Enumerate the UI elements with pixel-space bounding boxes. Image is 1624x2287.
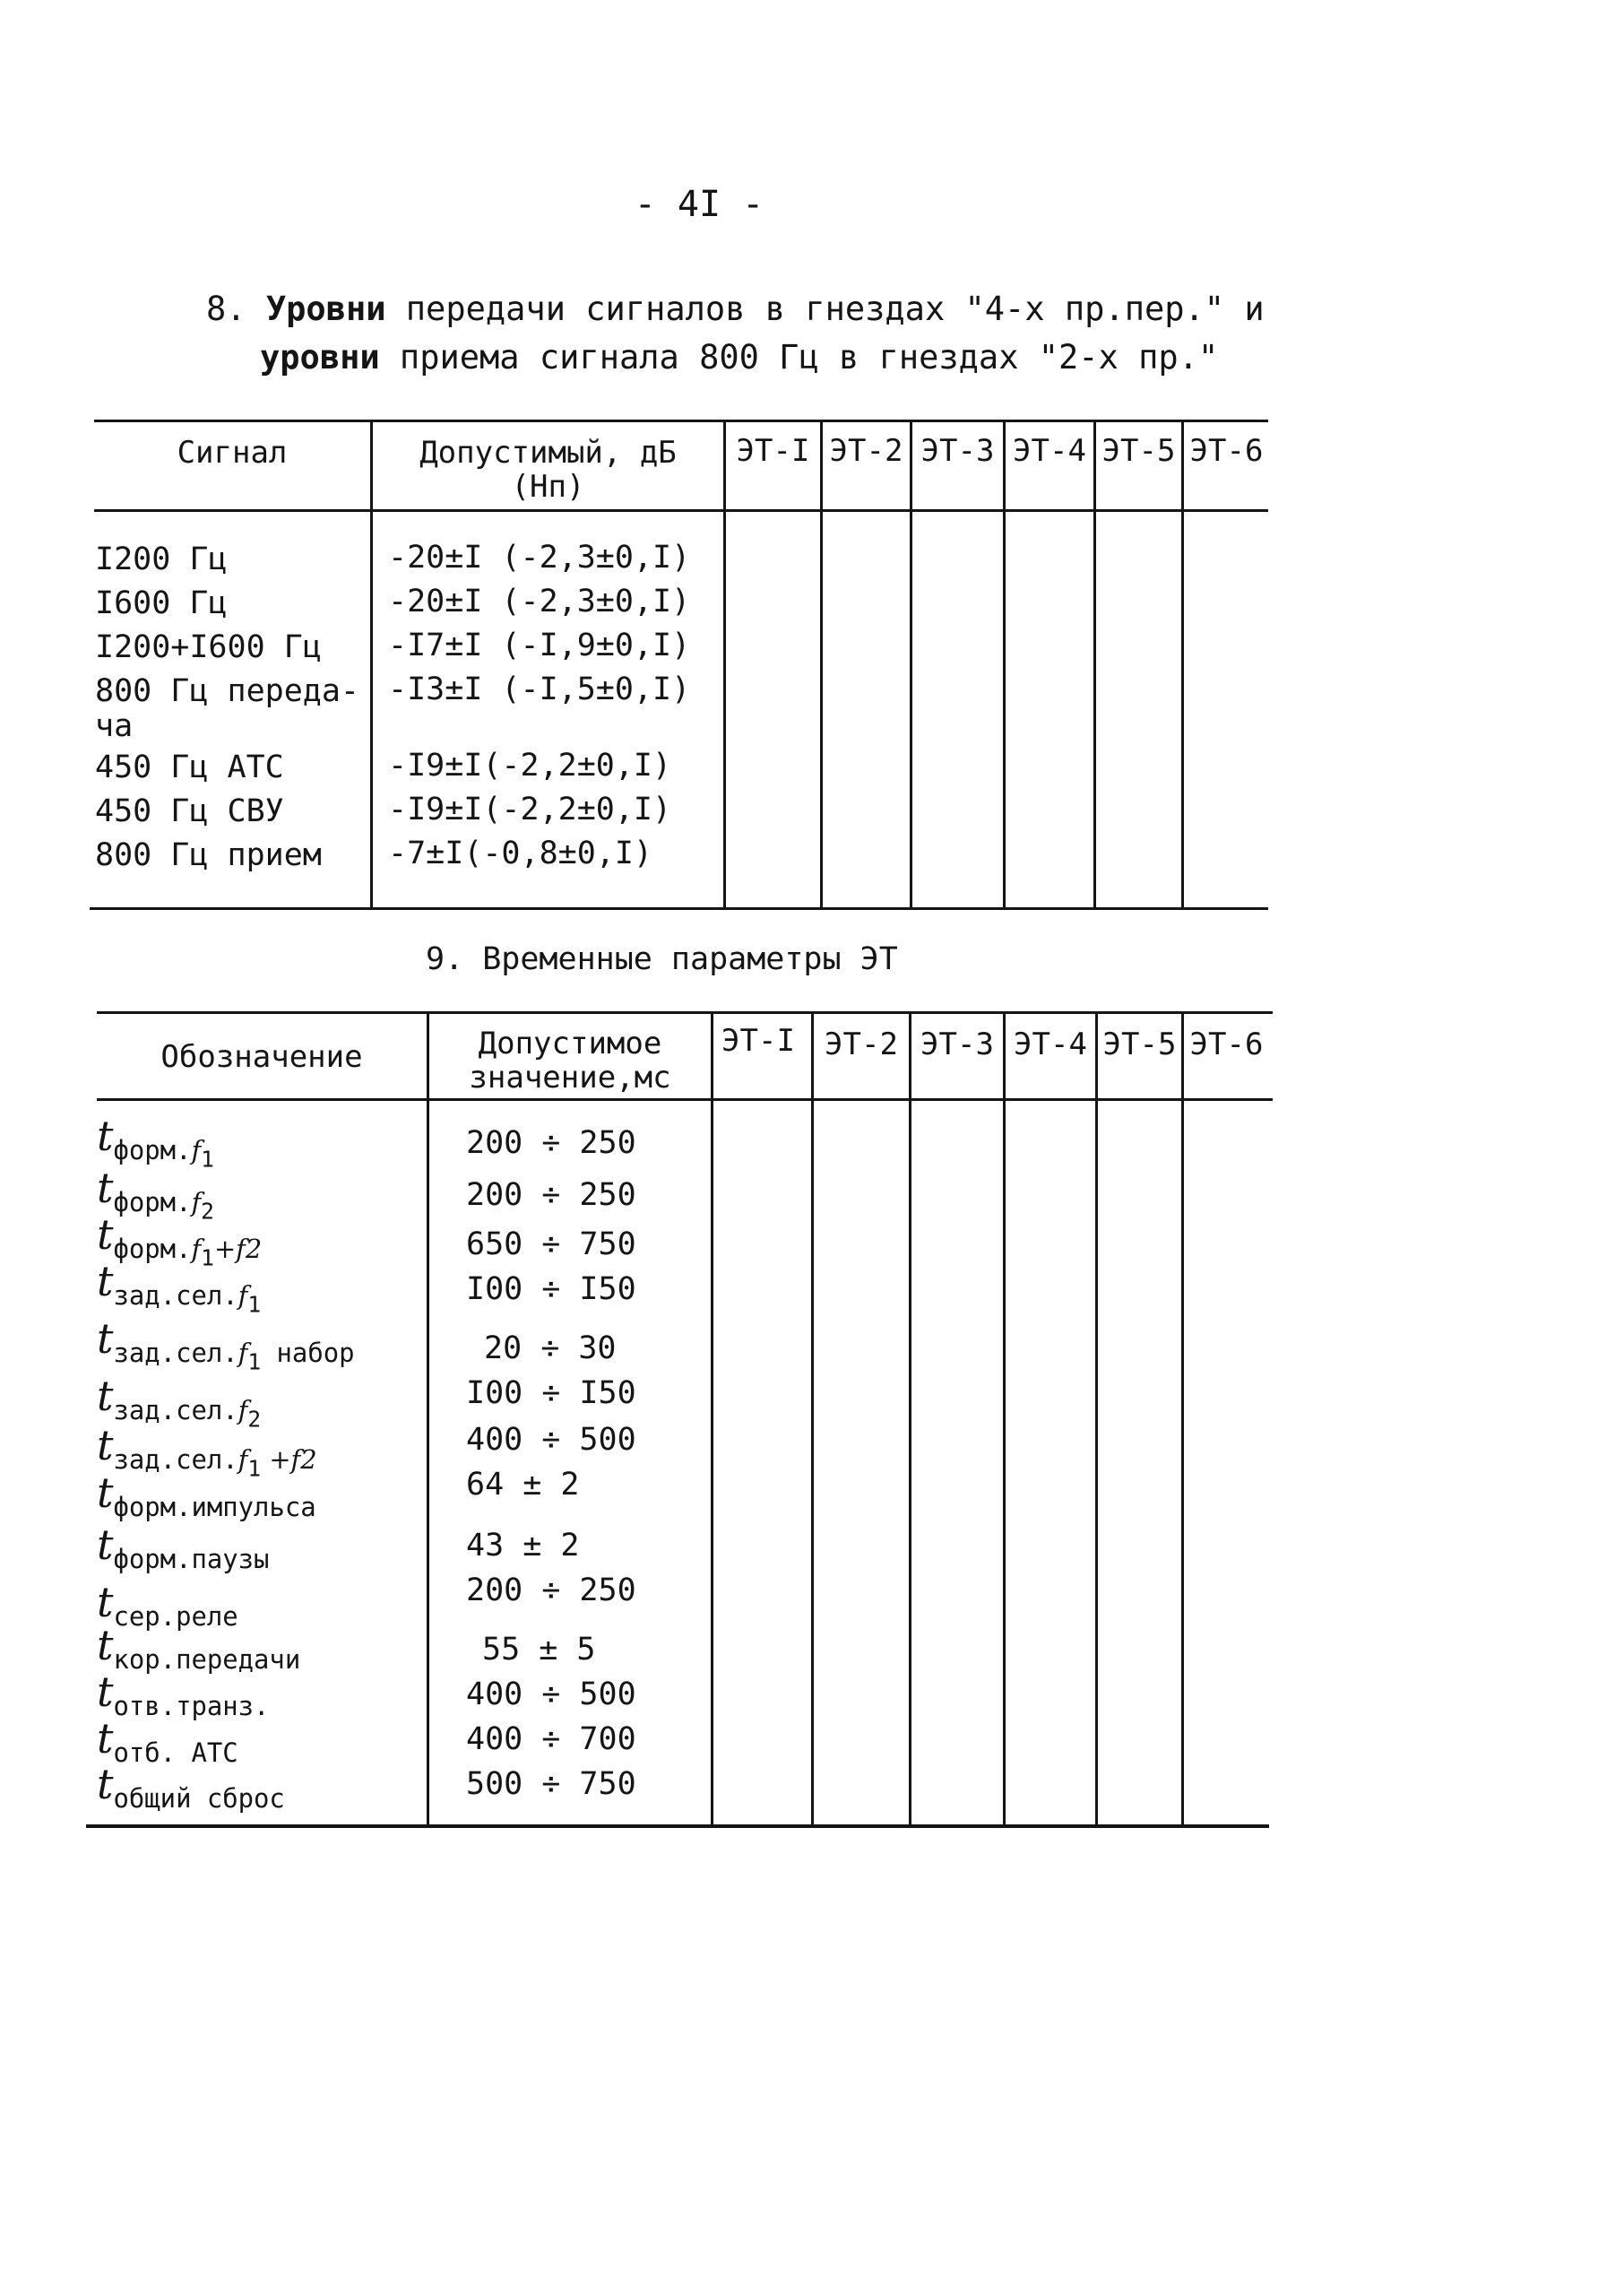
table1-header-et6: ЭТ-6 bbox=[1189, 433, 1264, 469]
param-value: 20 ÷ 30 bbox=[484, 1330, 617, 1366]
table1-header-et3: ЭТ-3 bbox=[920, 433, 995, 469]
table2-col-rule bbox=[1181, 1013, 1184, 1825]
param-row bbox=[97, 1621, 301, 1676]
t-symbol: t bbox=[97, 1164, 114, 1212]
table1-value: -I9±I(-2,2±0,I) bbox=[388, 792, 672, 827]
table1-signal-cont: ча bbox=[95, 708, 134, 744]
table1-value: -I7±I (-I,9±0,I) bbox=[388, 628, 691, 663]
table1-header-signal: Сигнал bbox=[177, 435, 288, 471]
f-index: 1 bbox=[201, 1244, 214, 1271]
param-row bbox=[97, 1164, 214, 1225]
f-symbol: f bbox=[238, 1280, 248, 1312]
param-row bbox=[97, 1668, 270, 1722]
table1-signal: I200+I600 Гц bbox=[95, 629, 322, 665]
param-value: 650 ÷ 750 bbox=[466, 1226, 636, 1262]
page-number: - 4I - bbox=[634, 184, 764, 225]
table1-header-rule bbox=[94, 509, 1268, 512]
param-value: 55 ± 5 bbox=[482, 1632, 596, 1668]
table1-value: -I9±I(-2,2±0,I) bbox=[388, 748, 672, 784]
table1-col-rule bbox=[1093, 421, 1096, 908]
param-row bbox=[97, 1520, 270, 1575]
param-tail: +f2 bbox=[261, 1444, 317, 1476]
f-symbol: f bbox=[191, 1135, 202, 1166]
table1-signal: 450 Гц СВУ bbox=[95, 793, 284, 829]
t-symbol: t bbox=[97, 1714, 114, 1763]
table1-col-rule bbox=[910, 421, 912, 908]
table2-header-allowed bbox=[429, 1027, 711, 1095]
param-sub: общий сброс bbox=[113, 1783, 285, 1815]
table1-col-rule bbox=[1181, 421, 1184, 908]
f-symbol: f bbox=[191, 1187, 202, 1218]
param-value: 200 ÷ 250 bbox=[466, 1125, 636, 1161]
table1-header-allowed bbox=[373, 436, 723, 504]
f-index: 1 bbox=[247, 1455, 262, 1482]
table2-col-rule bbox=[909, 1013, 911, 1825]
param-sub: форм. bbox=[113, 1135, 192, 1166]
table1-value: -I3±I (-I,5±0,I) bbox=[388, 671, 691, 707]
t-symbol: t bbox=[97, 1257, 114, 1305]
t-symbol: t bbox=[97, 1578, 114, 1626]
section8-title bbox=[206, 285, 1265, 382]
table2-header-allowed-line1: Допустимое bbox=[478, 1026, 662, 1061]
f-index: 2 bbox=[247, 1406, 262, 1433]
param-value: I00 ÷ I50 bbox=[466, 1375, 636, 1411]
param-sub: зад.сел. bbox=[113, 1338, 238, 1369]
param-sub: отв.транз. bbox=[113, 1691, 270, 1722]
table1-signal: 800 Гц прием bbox=[95, 837, 322, 873]
table2-col-rule bbox=[1003, 1013, 1006, 1825]
table2-header-et1: ЭТ-I bbox=[721, 1023, 795, 1059]
param-value: 500 ÷ 750 bbox=[466, 1766, 636, 1802]
param-value: 400 ÷ 700 bbox=[466, 1721, 636, 1757]
table1-header-et5: ЭТ-5 bbox=[1101, 433, 1176, 469]
table2-header-et5: ЭТ-5 bbox=[1102, 1027, 1177, 1062]
section8-line2-prefix: уровни bbox=[260, 338, 380, 377]
f-symbol: f bbox=[238, 1338, 248, 1369]
param-value: 400 ÷ 500 bbox=[466, 1676, 636, 1712]
param-sub: форм. bbox=[113, 1234, 192, 1265]
table1-header-allowed-line1: Допустимый, дБ bbox=[419, 435, 677, 471]
t-symbol: t bbox=[97, 1372, 114, 1420]
table1-signal: I600 Гц bbox=[95, 585, 228, 621]
param-tail: +f2 bbox=[213, 1234, 263, 1265]
f-symbol: f bbox=[238, 1395, 248, 1426]
param-row bbox=[97, 1210, 263, 1271]
table2-header-designation: Обозначение bbox=[160, 1039, 363, 1075]
f-index: 2 bbox=[201, 1198, 214, 1225]
param-row bbox=[97, 1372, 262, 1433]
param-value: 400 ÷ 500 bbox=[466, 1422, 636, 1458]
table1-col-rule bbox=[820, 421, 823, 908]
param-row bbox=[97, 1421, 317, 1482]
table2-col-rule bbox=[1095, 1013, 1098, 1825]
f-symbol: f bbox=[238, 1444, 248, 1476]
param-sub: зад.сел. bbox=[113, 1444, 238, 1476]
table1-header-et1: ЭТ-I bbox=[736, 433, 810, 469]
section8-line1-rest: передачи сигналов в гнездах "4-х пр.пер." и bbox=[385, 290, 1265, 328]
table2-col-rule bbox=[811, 1013, 814, 1825]
t-symbol: t bbox=[97, 1112, 114, 1160]
table2-col-rule bbox=[711, 1013, 713, 1825]
param-row bbox=[97, 1714, 238, 1769]
table1-col-rule bbox=[723, 421, 726, 908]
section8-line1-prefix: Уровни bbox=[265, 290, 386, 328]
section8-line2-rest: приема сигнала 800 Гц в гнездах "2-х пр." bbox=[379, 338, 1219, 377]
t-symbol: t bbox=[97, 1210, 114, 1259]
table2-col-rule bbox=[427, 1013, 429, 1825]
f-index: 1 bbox=[201, 1146, 214, 1173]
table1-header-et2: ЭТ-2 bbox=[829, 433, 903, 469]
param-value: 200 ÷ 250 bbox=[466, 1572, 636, 1608]
section8-number: 8. bbox=[206, 290, 246, 328]
table2-header-et3: ЭТ-3 bbox=[920, 1027, 994, 1062]
table1-value: -20±I (-2,3±0,I) bbox=[388, 540, 691, 576]
table2-header-allowed-line2: значение,мс bbox=[469, 1060, 671, 1096]
table2-header-et4: ЭТ-4 bbox=[1014, 1027, 1087, 1062]
param-row bbox=[97, 1578, 238, 1633]
section9-title: 9. Временные параметры ЭТ bbox=[426, 941, 898, 977]
table1-signal: 800 Гц переда- bbox=[95, 673, 360, 709]
param-sub: форм.импульса bbox=[113, 1492, 316, 1523]
param-sub: форм. bbox=[113, 1187, 192, 1218]
table1-value: -7±I(-0,8±0,I) bbox=[388, 836, 653, 871]
table1-top-rule bbox=[94, 420, 1268, 422]
t-symbol: t bbox=[97, 1468, 114, 1517]
t-symbol: t bbox=[97, 1668, 114, 1716]
table1-value: -20±I (-2,3±0,I) bbox=[388, 584, 691, 619]
param-row bbox=[97, 1112, 214, 1173]
t-symbol: t bbox=[97, 1520, 114, 1569]
f-index: 1 bbox=[247, 1348, 262, 1375]
table1-signal: 450 Гц АТС bbox=[95, 749, 284, 785]
table1-col-rule bbox=[1003, 421, 1006, 908]
param-sub: кор.передачи bbox=[113, 1644, 301, 1676]
param-row bbox=[97, 1468, 316, 1523]
param-value: I00 ÷ I50 bbox=[466, 1271, 636, 1307]
param-row bbox=[97, 1760, 285, 1815]
table2-header-et2: ЭТ-2 bbox=[825, 1027, 898, 1062]
param-sub: отб. АТС bbox=[113, 1737, 238, 1769]
param-value: 64 ± 2 bbox=[466, 1467, 580, 1503]
f-symbol: f bbox=[191, 1234, 202, 1265]
table1-bottom-rule bbox=[90, 907, 1268, 910]
t-symbol: t bbox=[97, 1314, 114, 1363]
param-sub: зад.сел. bbox=[113, 1395, 238, 1426]
param-tail: набор bbox=[261, 1338, 355, 1369]
table1-header-et4: ЭТ-4 bbox=[1013, 433, 1086, 469]
param-sub: сер.реле bbox=[113, 1601, 238, 1633]
table1-header-allowed-line2: (Нп) bbox=[511, 469, 585, 505]
f-index: 1 bbox=[247, 1291, 262, 1318]
table1-signal: I200 Гц bbox=[95, 541, 228, 577]
param-sub: зад.сел. bbox=[113, 1280, 238, 1312]
param-sub: форм.паузы bbox=[113, 1544, 270, 1575]
t-symbol: t bbox=[97, 1421, 114, 1469]
param-value: 43 ± 2 bbox=[466, 1528, 580, 1564]
table2-header-et6: ЭТ-6 bbox=[1189, 1027, 1264, 1062]
param-value: 200 ÷ 250 bbox=[466, 1177, 636, 1213]
t-symbol: t bbox=[97, 1760, 114, 1808]
param-row bbox=[97, 1314, 355, 1375]
t-symbol: t bbox=[97, 1621, 114, 1669]
table2-bottom-rule bbox=[86, 1824, 1269, 1828]
param-row bbox=[97, 1257, 262, 1318]
